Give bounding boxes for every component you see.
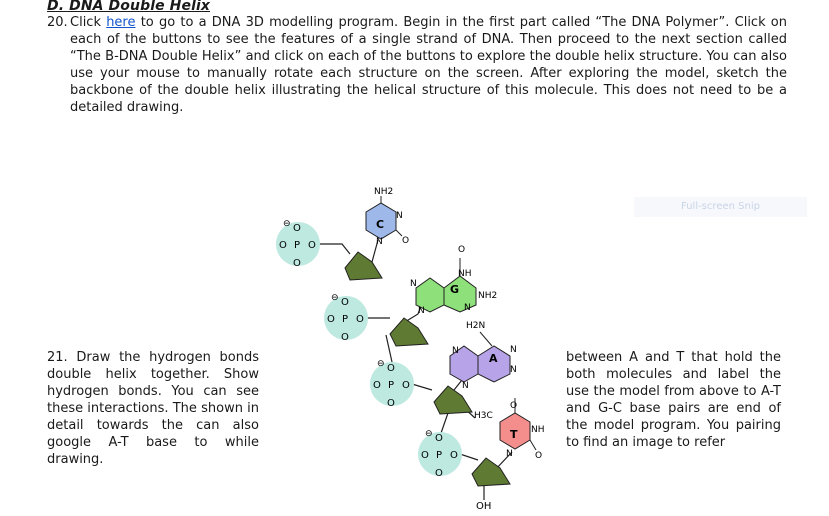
imine-group: NH	[531, 425, 545, 435]
guanine-base	[410, 245, 497, 316]
section-heading: D. DNA Double Helix	[47, 0, 210, 14]
phosphate-oxygen: O	[435, 468, 443, 479]
phosphate-group-4	[418, 429, 462, 479]
phosphate-oxygen: O	[373, 380, 381, 391]
nitrogen: N	[462, 381, 469, 391]
amino-group: NH2	[374, 187, 394, 197]
question-number: 20.	[47, 15, 68, 30]
phosphate-oxygen: O	[308, 240, 316, 251]
nitrogen: N	[506, 449, 513, 459]
phosphate-phosphorus: P	[388, 380, 395, 391]
question-number: 21.	[47, 350, 68, 365]
phosphate-oxygen: O	[279, 240, 287, 251]
phosphate-group-1	[276, 219, 320, 269]
base-letter-g: G	[450, 283, 460, 296]
phosphate-oxygen: O	[293, 223, 301, 234]
phosphate-phosphorus: P	[436, 450, 443, 461]
amino-group: NH2	[478, 291, 498, 301]
phosphate-oxygen: O	[435, 433, 443, 444]
phosphate-charge: ⊖	[425, 429, 433, 439]
nitrogen: N	[418, 306, 425, 316]
phosphate-oxygen: O	[402, 380, 410, 391]
oxygen: O	[510, 401, 518, 411]
phosphate-oxygen: O	[387, 398, 395, 409]
oxygen: O	[402, 236, 410, 246]
phosphate-oxygen: O	[327, 314, 335, 325]
nitrogen: N	[410, 279, 417, 289]
nitrogen: N	[376, 237, 383, 247]
phosphate-oxygen: O	[421, 450, 429, 461]
full-screen-snip-overlay[interactable]: Full-screen Snip	[634, 197, 807, 217]
base-letter-t: T	[510, 428, 518, 441]
oxygen: O	[458, 245, 466, 255]
phosphate-oxygen: O	[341, 297, 349, 308]
deoxyribose-sugar-4	[472, 458, 510, 486]
question-21-right-column: between A and T that hold the both molecules and label the use the model from above to A-T and G-C base pairs are end of the model program. You pairing to find an image to refer	[566, 350, 781, 450]
methyl-group: H3C	[474, 411, 493, 421]
imine-group: NH	[458, 269, 472, 279]
terminal-hydroxyl: OH	[476, 501, 492, 512]
nitrogen: N	[396, 211, 403, 221]
nitrogen: N	[510, 345, 517, 355]
dna-model-link[interactable]: here	[106, 15, 136, 30]
text-after-link: to go to a DNA 3D modelling program. Begin in the first part called “The DNA Polymer”. Click on each of the buttons to see the features of a single strand of DNA. Then proceed to the next section called “The B-DNA Double Helix” and click on each of the buttons to explore the double helix structure. You can also use your mouse to manually rotate each structure on the screen. After exploring the model, sketch the backbone of the double helix illustrating the helical structure of this molecule. This does not need to be a detailed drawing.	[70, 15, 787, 115]
text-before-link: Click	[70, 15, 107, 30]
amino-group: H2N	[466, 321, 486, 331]
phosphate-group-2	[324, 293, 368, 343]
question-text-left: Draw the hydrogen bonds double helix together. Show hydrogen bonds. You can see these interactions. The shown in detail towards the can also google A-T base to while drawing.	[47, 350, 259, 467]
base-letter-a: A	[489, 352, 498, 365]
deoxyribose-sugar-2	[390, 318, 428, 346]
cytosine-base	[366, 187, 409, 247]
oxygen: O	[535, 451, 543, 461]
phosphate-phosphorus: P	[294, 240, 301, 251]
phosphate-charge: ⊖	[283, 219, 291, 229]
base-letter-c: C	[376, 218, 385, 231]
phosphate-phosphorus: P	[342, 314, 349, 325]
nitrogen: N	[452, 346, 459, 356]
thymine-base	[474, 398, 545, 461]
phosphate-charge: ⊖	[377, 359, 385, 369]
nitrogen: N	[464, 303, 471, 313]
phosphate-charge: ⊖	[331, 293, 339, 303]
phosphate-oxygen: O	[341, 332, 349, 343]
deoxyribose-sugar-1	[345, 252, 382, 280]
phosphate-oxygen: O	[450, 450, 458, 461]
phosphate-oxygen: O	[293, 258, 301, 269]
nitrogen: N	[510, 365, 517, 375]
adenine-base	[450, 321, 517, 391]
phosphate-oxygen: O	[356, 314, 364, 325]
phosphate-group-3	[370, 359, 414, 409]
phosphate-oxygen: O	[387, 363, 395, 374]
